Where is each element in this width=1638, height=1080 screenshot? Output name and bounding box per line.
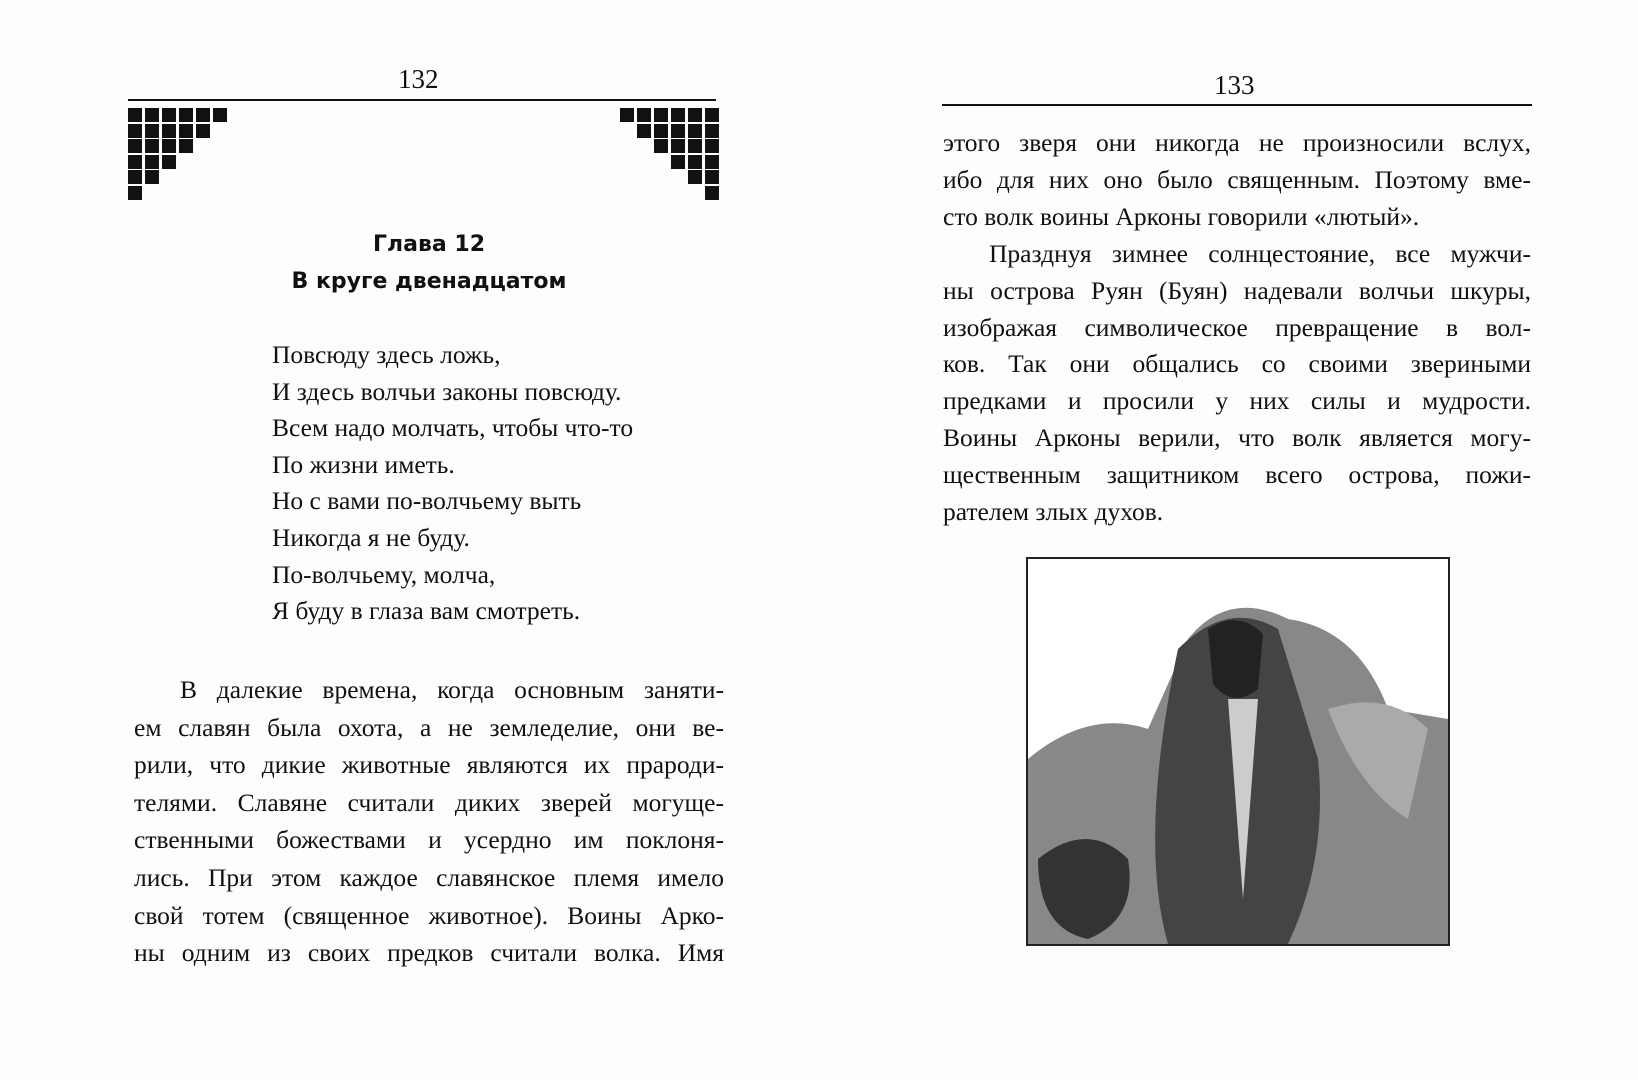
- ornament-square: [705, 155, 719, 169]
- text-line: ков. Так они общались со своими звериными: [943, 349, 1531, 379]
- ornament-square: [162, 155, 176, 169]
- ornament-square: [688, 155, 702, 169]
- ornament-square: [637, 124, 651, 138]
- ornament-square: [128, 170, 142, 184]
- ornament-square: [705, 139, 719, 153]
- ornament-square: [688, 170, 702, 184]
- ornament-square: [671, 124, 685, 138]
- ornament-square: [654, 108, 668, 122]
- ornament-square: [671, 139, 685, 153]
- ornament-square: [705, 124, 719, 138]
- text-line: Я буду в глаза вам смотреть.: [272, 596, 581, 626]
- text-line: рили, что дикие животные являются их прароди-: [134, 750, 724, 780]
- text-line: предками и просили у них силы и мудрости.: [943, 386, 1531, 416]
- text-line: В далекие времена, когда основным заняти-: [180, 675, 724, 704]
- text-line: По жизни иметь.: [272, 449, 455, 479]
- ornament-square: [671, 108, 685, 122]
- text-line: Никогда я не буду.: [272, 523, 470, 552]
- ornament-square: [179, 108, 193, 122]
- ornament-square: [688, 139, 702, 153]
- ornament-square: [162, 139, 176, 153]
- ornament-square: [620, 108, 634, 122]
- ornament-square: [145, 139, 159, 153]
- text-line: рателем злых духов.: [943, 497, 1164, 526]
- ornament-square: [654, 139, 668, 153]
- ornament-square: [213, 108, 227, 122]
- text-line: По-волчьему, молча,: [272, 559, 496, 589]
- ornament-square: [179, 124, 193, 138]
- ornament-square: [145, 155, 159, 169]
- text-line: телями. Славяне считали диких зверей могуще-: [134, 787, 724, 817]
- text-line: свой тотем (священное животное). Воины Арко-: [134, 900, 724, 930]
- chapter-title: В круге двенадцатом: [291, 269, 567, 294]
- ornament-square: [637, 108, 651, 122]
- page-number: 133: [1214, 70, 1255, 100]
- ornament-square: [688, 124, 702, 138]
- ornament-square: [162, 108, 176, 122]
- text-line: Всем надо молчать, чтобы что-то: [272, 413, 634, 443]
- text-line: этого зверя они никогда не произносили вслух,: [943, 128, 1531, 157]
- ornament-square: [705, 186, 719, 200]
- text-line: Повсюду здесь ложь,: [272, 340, 501, 369]
- text-line: И здесь волчьи законы повсюду.: [272, 376, 622, 406]
- ornament-square: [128, 139, 142, 153]
- wolf-warrior-illustration: [1026, 557, 1450, 946]
- text-line: сто волк воины Арконы говорили «лютый».: [943, 201, 1420, 231]
- header-rule: [942, 104, 1532, 106]
- text-line: Но с вами по-волчьему выть: [272, 486, 582, 516]
- ornament-square: [654, 124, 668, 138]
- text-line: ны острова Руян (Буян) надевали волчьи шкуры,: [943, 275, 1531, 305]
- text-line: изображая символическое превращение в вол-: [943, 312, 1531, 342]
- ornament-square: [688, 108, 702, 122]
- page-number: 132: [398, 64, 439, 94]
- ornament-square: [145, 108, 159, 122]
- ornament-square: [128, 155, 142, 169]
- text-line: лись. При этом каждое славянское племя имело: [134, 863, 724, 892]
- ornament-square: [162, 124, 176, 138]
- ornament-square: [145, 170, 159, 184]
- ornament-square: [196, 124, 210, 138]
- ornament-square: [179, 139, 193, 153]
- text-line: Празднуя зимнее солнцестояние, все мужчи-: [989, 238, 1531, 268]
- text-line: ем славян была охота, а не земледелие, они ве-: [134, 712, 724, 742]
- ornament-square: [128, 124, 142, 138]
- ornament-square: [705, 108, 719, 122]
- ornament-square: [196, 108, 210, 122]
- header-rule: [128, 99, 716, 101]
- ornament-square: [128, 186, 142, 200]
- text-line: щественным защитником всего острова, пожи-: [943, 460, 1531, 490]
- ornament-square: [705, 170, 719, 184]
- ornament-square: [671, 155, 685, 169]
- ornament-square: [128, 108, 142, 122]
- ornament-square: [145, 124, 159, 138]
- text-line: Воины Арконы верили, что волк является могу-: [943, 423, 1531, 453]
- text-line: ибо для них оно было священным. Поэтому вме-: [943, 164, 1531, 194]
- chapter-label: Глава 12: [372, 232, 486, 257]
- text-line: ственными божествами и усердно им поклоня-: [134, 825, 724, 855]
- text-line: ны одним из своих предков считали волка. Имя: [134, 938, 724, 968]
